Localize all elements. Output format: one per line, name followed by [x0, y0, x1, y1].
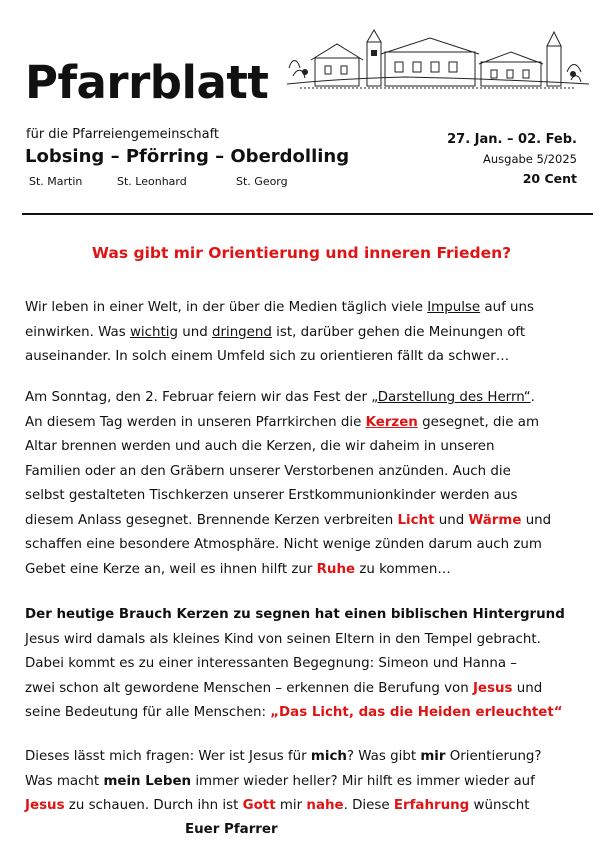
masthead-subtitle: für die Pfarreiengemeinschaft [26, 127, 220, 142]
paragraph-3-heading: Der heutige Brauch Kerzen zu segnen hat einen biblischen Hintergrund [25, 607, 565, 622]
date-range: 27. Jan. – 02. Feb. [447, 132, 577, 147]
masthead-title: Pfarrblatt [25, 56, 269, 109]
saint-martin: St. Martin [29, 175, 83, 188]
saint-georg: St. Georg [236, 175, 288, 188]
signature: Euer Pfarrer [185, 822, 278, 837]
saint-leonhard: St. Leonhard [117, 175, 187, 188]
header-rule [22, 213, 593, 215]
issue-number: Ausgabe 5/2025 [483, 152, 577, 166]
parish-places: Lobsing – Pförring – Oberdolling [25, 146, 350, 167]
price: 20 Cent [522, 171, 577, 186]
paragraph-4: Dieses lässt mich fragen: Wer ist Jesus für mich? Was gibt mir Orientierung? Was macht mein Leben immer wieder heller? Mir hilft es immer wieder auf Jesus zu schauen. Durch ihn ist Gott mir nahe. Diese Erfahrung wünscht [25, 749, 542, 813]
paragraph-3: Der heutige Brauch Kerzen zu segnen hat einen biblischen Hintergrund Jesus wird damals als kleines Kind von seinen Eltern in den Tempel gebracht. Dabei kommt es zu einer interessanten Begegnung: Simeon und Hanna – zwei schon alt gewordene Menschen – erkennen die Berufung von Jesus und seine Bedeutung für alle Menschen: „Das Licht, das die Heiden erleuchtet“ [25, 603, 591, 726]
paragraph-2: Am Sonntag, den 2. Februar feiern wir das Fest der „Darstellung des Herrn“. An diesem Tag werden in unseren Pfarrkirchen die Kerzen gesegnet, die am Altar brennen werden und auch die Kerzen, die wir daheim in unseren Familien oder an den Gräbern unserer Verstorbenen anzünden. Auch die selbst gestalteten Tischkerzen unserer Erstkommunionkinder werden aus diesem Anlass gesegnet. Brennende Kerzen verbreiten Licht und Wärme und schaffen eine besondere Atmosphäre. Nicht wenige zünden darum auch zum Gebet eine Kerze an, weil es ihnen hilft zur Ruhe zu kommen… [25, 390, 552, 577]
paragraph-1: Wir leben in einer Welt, in der über die Medien täglich viele Impulse auf uns einwirken. Was wichtig und dringend ist, darüber gehen die Meinungen oft auseinander. In solch einem Umfeld sich zu orientieren fällt da schwer… [25, 300, 535, 364]
church-illustration [285, 28, 591, 106]
article-headline: Was gibt mir Orientierung und inneren Frieden? [91, 244, 512, 262]
